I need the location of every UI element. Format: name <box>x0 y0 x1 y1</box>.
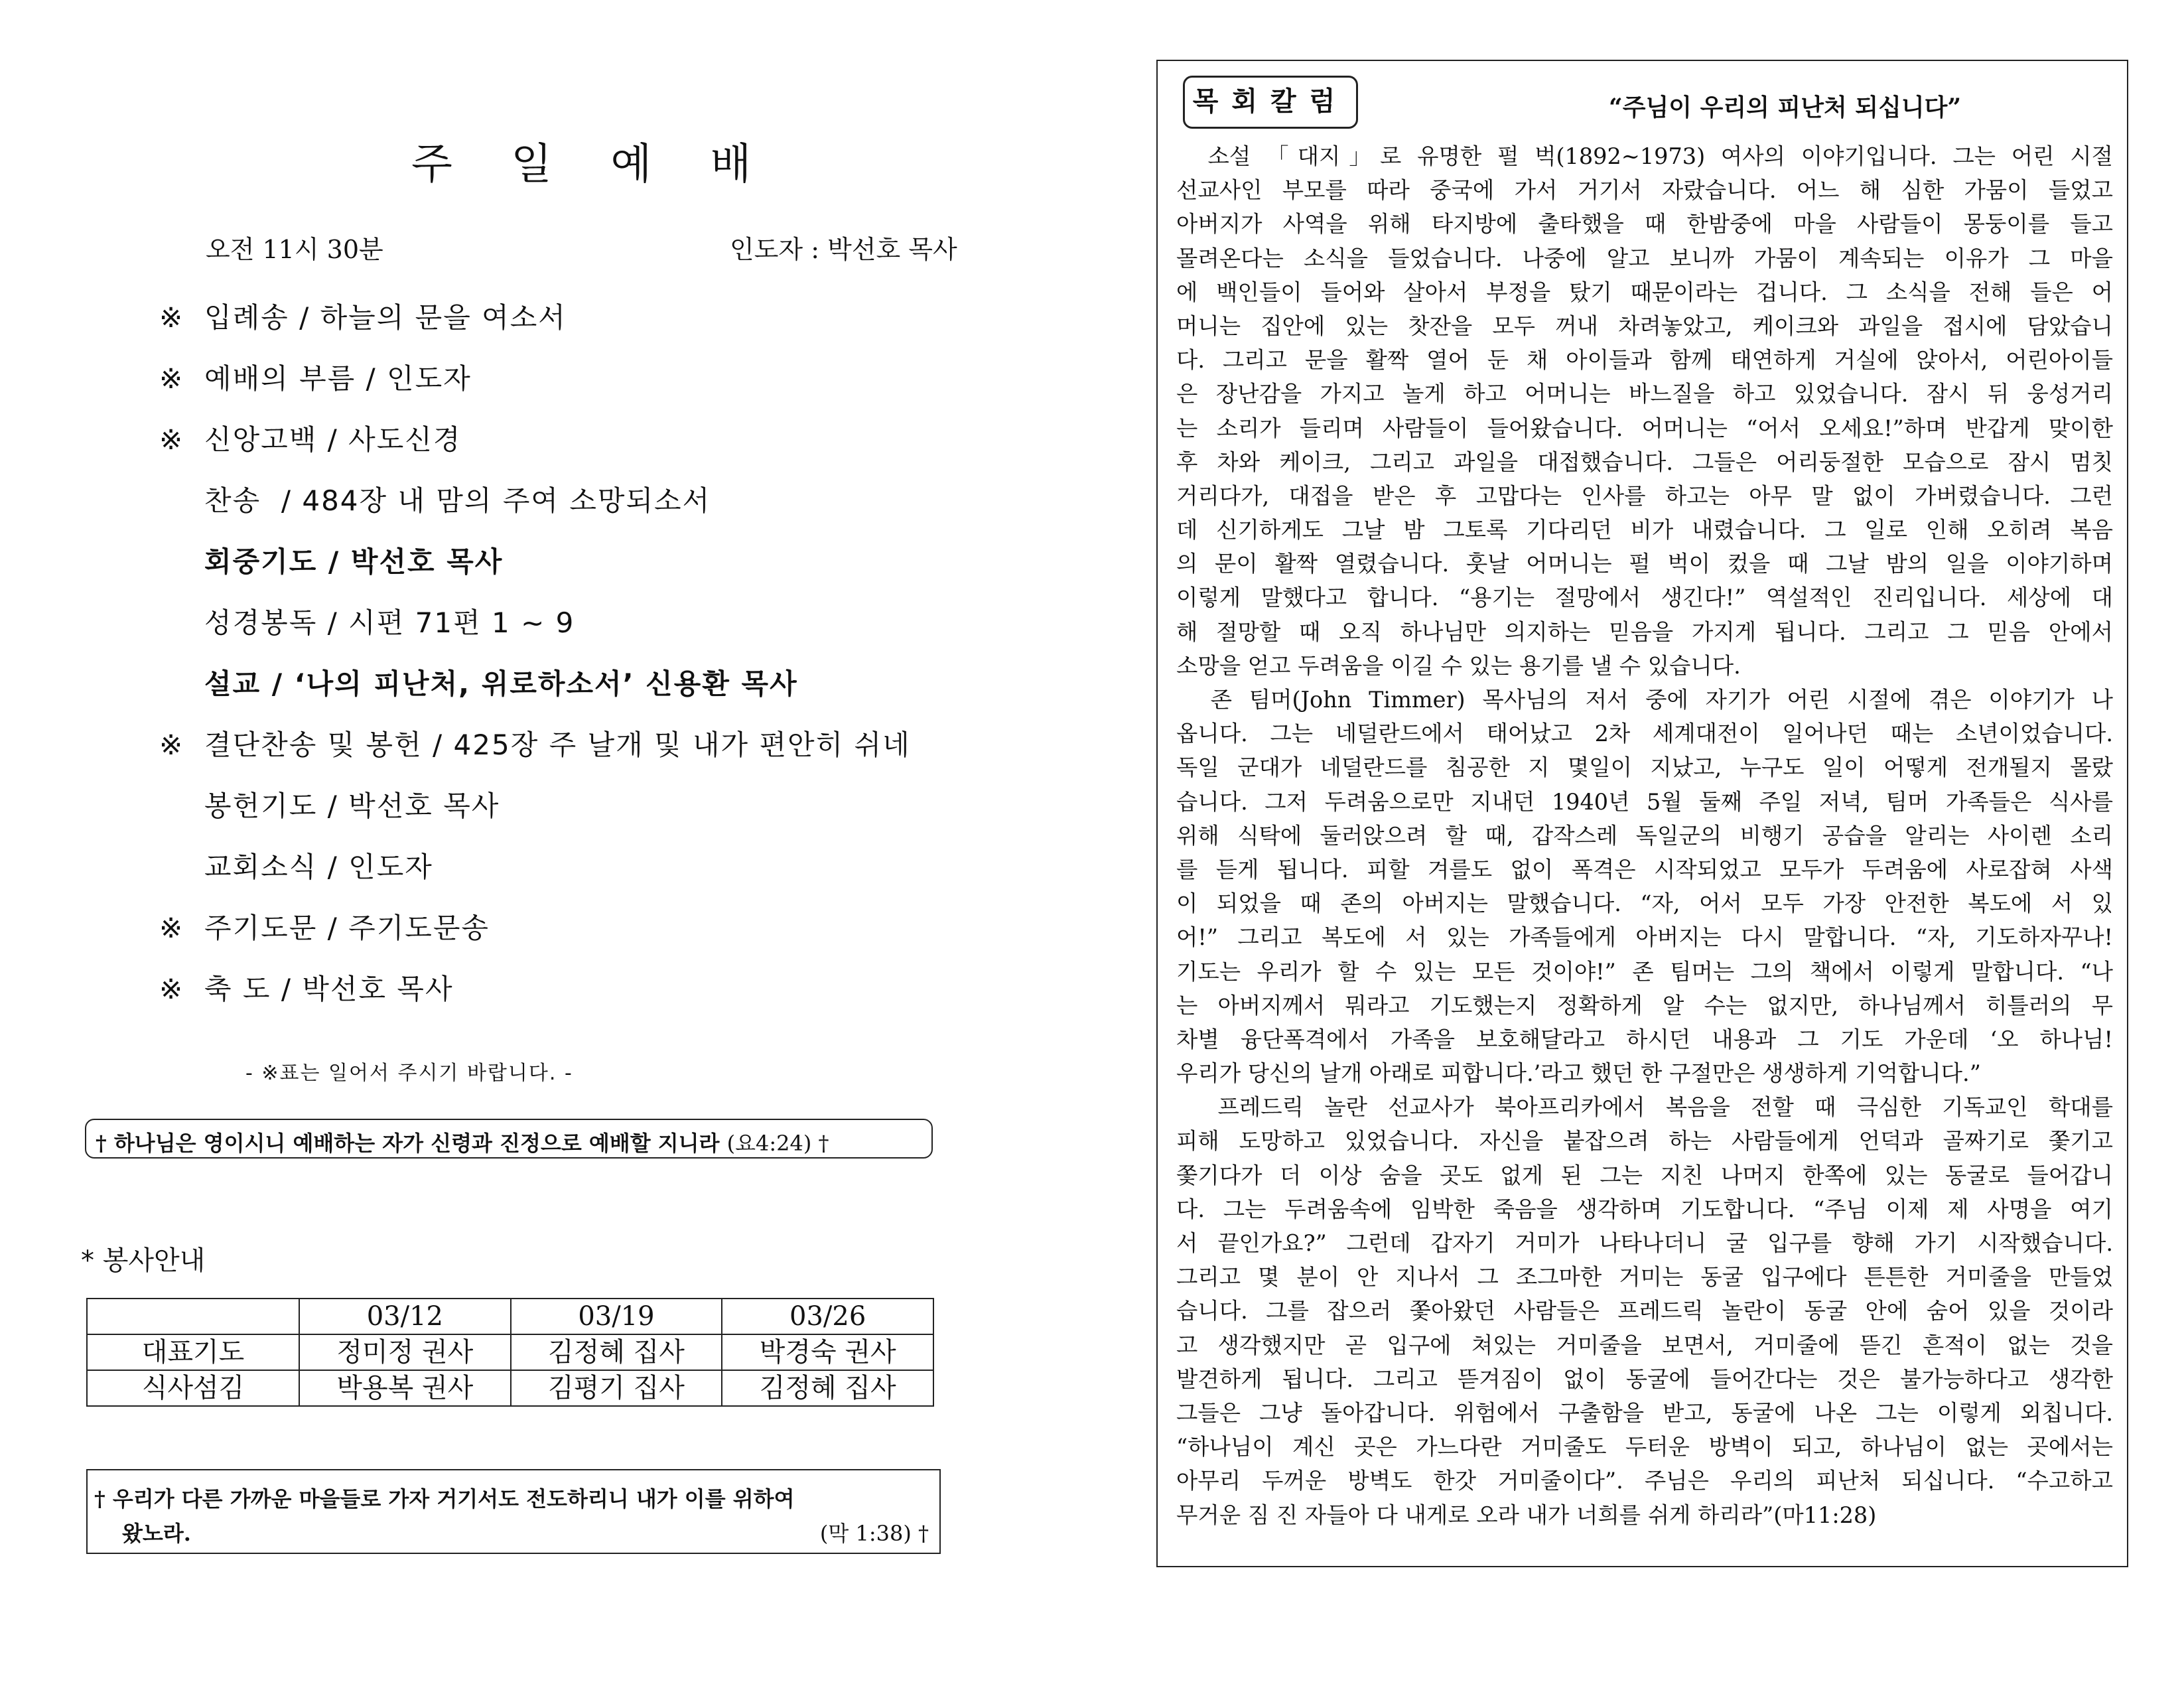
column-line: 해 절망할 때 오직 하나님만 의지하는 믿음을 가지게 됩니다. 그리고 그 믿음 안에서 <box>1176 618 2113 645</box>
table-row <box>87 1370 933 1406</box>
table-cell: 김정혜 집사 <box>511 1334 722 1370</box>
column-line: “하나님이 계신 곳은 가느다란 거미줄도 두터운 방벽이 되고, 하나님이 없는 곳에서는 <box>1176 1434 2113 1460</box>
column-line: 소설 「대지」로 유명한 펄 벅(1892~1973) 여사의 이야기입니다. 그는 어린 시절 <box>1176 143 2113 169</box>
stand-mark: ※ <box>159 362 184 395</box>
verse-ref: (막 1:38) † <box>819 1521 929 1546</box>
column-line: 에 백인들이 들어와 살아서 부정을 탔기 때문이라는 겁니다. 그 소식을 전해 들은 어 <box>1176 279 2113 305</box>
page-title: 주 일 예 배 <box>411 140 774 189</box>
column-line: 위해 식탁에 둘러앉으려 할 때, 갑작스레 독일군의 비행기 공습을 알리는 사이렌 소리 <box>1176 822 2113 849</box>
table-cell: 식사섬김 <box>87 1370 299 1406</box>
order-item <box>159 479 711 519</box>
table-header-row <box>87 1299 933 1334</box>
column-line: 소망을 얻고 두려움을 이길 수 있는 용기를 낼 수 있습니다. <box>1176 652 1741 679</box>
table-header-cell: 03/26 <box>722 1299 933 1334</box>
column-line: 습니다. 그를 잡으러 쫓아왔던 사람들은 프레드릭 놀란이 동굴 안에 숨어 있을 것이라 <box>1176 1298 2113 1324</box>
column-line: 몰려온다는 소식을 들었습니다. 나중에 알고 보니까 가뭄이 계속되는 이유가 그 마을 <box>1176 245 2113 271</box>
column-line: 고 생각했지만 곧 입구에 쳐있는 거미줄을 보면서, 거미줄에 뜯긴 흔적이 없는 것을 <box>1176 1332 2113 1358</box>
verse-line-2: 왔노라. <box>122 1521 191 1546</box>
verse-box-john <box>85 1119 933 1159</box>
column-line: 우리가 당신의 날개 아래로 피합니다.’라고 했던 한 구절만은 생생하게 기억합니다.” <box>1176 1060 1981 1087</box>
column-line: 는 소리가 들리며 사람들이 들어왔습니다. 어머니는 “어서 오세요!”하며 반갑게 맞이한 <box>1176 415 2113 441</box>
column-tag: 목회칼럼 <box>1183 76 1358 129</box>
column-line: 머니는 집안에 있는 찻잔을 모두 꺼내 차려놓았고, 케이크와 과일을 접시에 담았습니 <box>1176 313 2113 339</box>
order-item-text: 교회소식 / 인도자 <box>204 851 433 883</box>
order-item <box>159 540 503 580</box>
table-cell: 박경숙 권사 <box>722 1334 933 1370</box>
column-line: 서 끝인가요?” 그런데 갑자기 거미가 나타나더니 굴 입구를 향해 가기 시작했습니다. <box>1176 1230 2113 1256</box>
table-cell: 김평기 집사 <box>511 1370 722 1406</box>
column-line: 다. 그리고 문을 활짝 열어 둔 채 아이들과 함께 태연하게 거실에 앉아서, 어린아이들 <box>1176 347 2113 374</box>
column-line: 데 신기하게도 그날 밤 그토록 기다리던 비가 내렸습니다. 그 일로 인해 오히려 복음 <box>1176 517 2113 543</box>
column-line: 은 장난감을 가지고 놀게 하고 어머니는 바느질을 하고 있었습니다. 잠시 뒤 웅성거리 <box>1176 381 2113 407</box>
column-line: 습니다. 그저 두려움으로만 지내던 1940년 5월 둘째 주일 저녁, 팀머 가족들은 식사를 <box>1176 788 2113 815</box>
service-guide-heading: * 봉사안내 <box>81 1245 206 1276</box>
column-line: 는 아버지께서 뭐라고 기도했는지 정확하게 알 수는 없지만, 하나님께서 히틀러의 무 <box>1176 992 2113 1019</box>
order-item-text: 주기도문 / 주기도문송 <box>204 912 490 944</box>
table-header-cell: 03/12 <box>299 1299 511 1334</box>
order-item <box>159 967 454 1007</box>
column-line: 발견하게 됩니다. 그리고 뜯겨짐이 없이 동굴에 들어간다는 것은 불가능하다고 생각한 <box>1176 1366 2113 1392</box>
table-cell: 박용복 권사 <box>299 1370 511 1406</box>
order-item-text: 신앙고백 / 사도신경 <box>204 423 462 456</box>
column-line: 를 듣게 됩니다. 피할 겨를도 없이 폭격은 시작되었고 모두가 두려움에 사로잡혀 사색 <box>1176 856 2113 882</box>
column-line: 차별 융단폭격에서 가족을 보호해달라고 하시던 내용과 그 기도 가운데 ‘오 하나님! <box>1176 1026 2113 1052</box>
verse-ref: (요4:24) † <box>726 1131 829 1156</box>
column-title: “주님이 우리의 피난처 되십니다” <box>1609 94 1962 121</box>
order-item <box>159 662 798 702</box>
verse-box-mark <box>86 1469 941 1554</box>
order-item-text: 예배의 부름 / 인도자 <box>204 362 472 395</box>
column-line: 선교사인 부모를 따라 중국에 가서 거기서 자랐습니다. 어느 해 심한 가뭄이 들었고 <box>1176 177 2113 204</box>
order-item-text: 찬송 / 484장 내 맘의 주여 소망되소서 <box>204 484 711 517</box>
order-item-text: 회중기도 / 박선호 목사 <box>204 545 504 578</box>
stand-mark: ※ <box>159 973 184 1005</box>
order-item <box>159 357 472 397</box>
order-item <box>159 906 490 946</box>
table-row <box>87 1334 933 1370</box>
column-line: 독일 군대가 네덜란드를 침공한 지 몇일이 지났고, 누구도 일이 어떻게 전개될지 몰랐 <box>1176 754 2113 781</box>
column-line: 옵니다. 그는 네덜란드에서 태어났고 2차 세계대전이 일어나던 때는 소년이었습니다. <box>1176 721 2113 747</box>
table-cell: 정미정 권사 <box>299 1334 511 1370</box>
column-line: 존 팀머(John Timmer) 목사님의 저서 중에 자기가 어린 시절에 겪은 이야기가 나 <box>1176 687 2113 713</box>
column-line: 그들은 그냥 돌아갑니다. 위험에서 구출함을 받고, 동굴에 나온 그는 이렇게 외칩니다. <box>1176 1399 2113 1426</box>
order-item <box>159 723 911 763</box>
column-line: 아버지가 사역을 위해 타지방에 출타했을 때 한밤중에 마을 사람들이 몽둥이를 들고 <box>1176 211 2113 238</box>
order-item-text: 봉헌기도 / 박선호 목사 <box>204 790 500 822</box>
column-line: 프레드릭 놀란 선교사가 북아프리카에서 복음을 전할 때 극심한 기독교인 학대를 <box>1176 1094 2113 1121</box>
order-item-text: 축 도 / 박선호 목사 <box>204 973 454 1005</box>
order-item-text: 성경봉독 / 시편 71편 1 ~ 9 <box>204 606 575 639</box>
order-item-text: 결단찬송 및 봉헌 / 425장 주 날개 및 내가 편안히 쉬네 <box>204 729 911 761</box>
service-leader: 인도자 : 박선호 목사 <box>730 235 957 264</box>
verse-line-1: † 우리가 다른 가까운 마을들로 가자 거기서도 전도하리니 내가 이를 위하여 <box>94 1486 795 1512</box>
service-time: 오전 11시 30분 <box>206 235 383 264</box>
order-item-text: 설교 / ‘나의 피난처, 위로하소서’ 신용환 목사 <box>204 668 798 700</box>
column-line: 거리다가, 대접을 받은 후 고맙다는 인사를 하고는 아무 말 없이 가버렸습니다. 그런 <box>1176 482 2113 509</box>
order-item <box>159 296 567 336</box>
column-line: 기도는 우리가 할 수 있는 모든 것이야!” 존 팀머는 그의 책에서 이렇게 말합니다. “나 <box>1176 958 2113 985</box>
order-item-text: 입례송 / 하늘의 문을 여소서 <box>204 301 567 334</box>
table-header-cell: 03/19 <box>511 1299 722 1334</box>
pastor-column <box>1156 60 2128 1567</box>
stand-note: - ※표는 일어서 주시기 바랍니다. - <box>245 1062 573 1085</box>
column-line: 후 차와 케이크, 그리고 과일을 대접했습니다. 그들은 어리둥절한 모습으로 잠시 멈칫 <box>1176 449 2113 475</box>
order-item <box>159 601 575 641</box>
column-line: 의 문이 활짝 열렸습니다. 훗날 어머니는 펄 벅이 컸을 때 그날 밤의 일을 이야기하며 <box>1176 551 2113 577</box>
stand-mark: ※ <box>159 729 184 761</box>
column-line: 쫓기다가 더 이상 숨을 곳도 없게 된 그는 지친 나머지 한쪽에 있는 동굴로 들어갑니 <box>1176 1162 2113 1188</box>
verse-text: † 하나님은 영이시니 예배하는 자가 신령과 진정으로 예배할 지니라 <box>96 1131 720 1156</box>
stand-mark: ※ <box>159 423 184 456</box>
table-cell: 대표기도 <box>87 1334 299 1370</box>
order-item <box>159 784 500 824</box>
column-line: 그리고 몇 분이 안 지나서 그 조그마한 거미는 동굴 입구에다 튼튼한 거미줄을 만들었 <box>1176 1264 2113 1291</box>
column-body <box>1176 139 2113 1532</box>
column-line: 이 되었을 때 존의 아버지는 말했습니다. “자, 어서 모두 가장 안전한 복도에 서 있 <box>1176 890 2113 917</box>
stand-mark: ※ <box>159 912 184 944</box>
column-line: 어!” 그리고 복도에 서 있는 가족들에게 아버지는 다시 말합니다. “자, 기도하자꾸나! <box>1176 924 2113 951</box>
order-item <box>159 845 433 885</box>
service-guide-table <box>86 1298 934 1407</box>
column-line: 피해 도망하고 있었습니다. 자신을 붙잡으려 하는 사람들에게 언덕과 골짜기로 쫓기고 <box>1176 1128 2113 1155</box>
column-line: 다. 그는 두려움속에 임박한 죽음을 생각하며 기도합니다. “주님 이제 제 사명을 여기 <box>1176 1196 2113 1222</box>
column-line: 이렇게 말했다고 합니다. “용기는 절망에서 생긴다!” 역설적인 진리입니다. 세상에 대 <box>1176 585 2113 611</box>
order-item <box>159 418 461 458</box>
column-line: 아무리 두꺼운 방벽도 한갓 거미줄이다”. 주님은 우리의 피난처 되십니다. “수고하고 <box>1176 1468 2113 1494</box>
stand-mark: ※ <box>159 301 184 334</box>
column-line: 무거운 짐 진 자들아 다 내게로 오라 내가 너희를 쉬게 하리라”(마11:28) <box>1176 1502 1877 1528</box>
table-cell: 김정혜 집사 <box>722 1370 933 1406</box>
table-header-cell <box>87 1299 299 1334</box>
